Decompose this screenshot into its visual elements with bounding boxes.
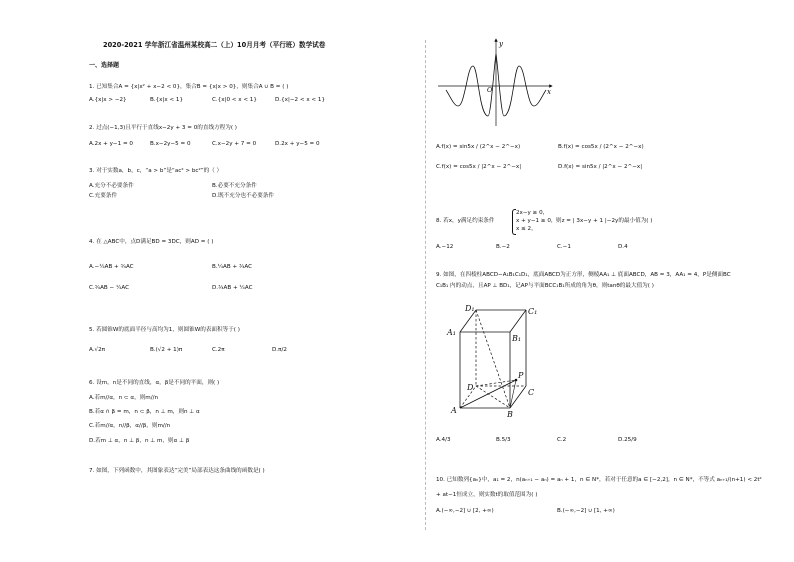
page-title: 2020-2021 学年浙江省温州某校高二（上）10月月考（平行班）数学试卷 (103, 41, 326, 49)
q8-stem-b: 则z = | 3x−y + 1 |−2y的最小值为( ) (556, 218, 653, 224)
q3-option-c: C.充要条件 (89, 193, 118, 199)
q4-option-c: C.¾AB − ¼AC (89, 285, 130, 291)
q3-option-b: B.必要不充分条件 (212, 183, 257, 189)
function-graph (436, 36, 556, 128)
q10-option-a: A.(−∞,−2] ∪ [2, +∞) (436, 508, 494, 514)
q5-option-d: D.π/2 (272, 347, 287, 353)
q1-stem: 1. 已知集合A = {x|x² + x−2 < 0}，集合B = {x|x > 0}，则集合A ∪ B = ( ) (89, 84, 289, 90)
label-c: C (528, 388, 535, 397)
q10-line-2: + at−1恒成立，则实数t的取值范围为( ) (436, 492, 538, 498)
q2-stem: 2. 过点(−1,3)且平行于直线x−2y + 3 = 0的直线方程为( ) (89, 125, 237, 131)
x-label: x (547, 88, 551, 96)
q1-option-b: B.{x|x < 1} (150, 97, 184, 103)
q10-option-b: B.(−∞,−2] ∪ [1, +∞) (557, 508, 615, 514)
q6-option-d: D.若m ⊥ α，n ⊥ β，n ⊥ m，则α ⊥ β (89, 438, 190, 444)
q4-stem: 4. 在 △ABC中，点D满足BD = 3DC，则AD = ( ) (89, 239, 214, 245)
q2-option-b: B.x−2y−5 = 0 (150, 141, 191, 147)
q7-option-c: C.f(x) = cos5x / |2^x − 2^−x| (436, 164, 522, 170)
q8-option-c: C.−1 (557, 244, 571, 250)
q8-stem-a: 8. 若x，y满足约束条件 (436, 218, 495, 224)
q9-option-c: C.2 (557, 437, 567, 443)
q3-option-d: D.既不充分也不必要条件 (212, 193, 275, 199)
label-p: P (518, 371, 524, 380)
q5-option-b: B.(√2 + 1)π (150, 347, 183, 353)
q8-constraint-3: x ≤ 2， (516, 226, 537, 232)
q7-option-d: D.f(x) = sin5x / |2^x − 2^−x| (558, 164, 643, 170)
q6-option-b: B.若α ∩ β = m，n ⊂ β，n ⊥ m，则n ⊥ α (89, 409, 200, 415)
label-d1: D₁ (465, 304, 475, 313)
point-p (515, 379, 518, 382)
q9-line-2: C₁B₁ 内的动点，且AP ⊥ BD₁，记AP与平面BCC₁B₁所成的角为θ，则tanθ的最大值为( ) (436, 283, 654, 289)
q7-option-b: B.f(x) = cos5x / (2^x − 2^−x) (558, 144, 644, 150)
q1-option-c: C.{x|0 < x < 1} (212, 97, 257, 103)
origin-label: O (487, 86, 493, 94)
label-d: D (467, 383, 474, 392)
q4-option-a: A.−¼AB + ¾AC (89, 264, 134, 270)
prism-figure (440, 302, 550, 420)
q2-option-c: C.x−2y + 7 = 0 (212, 141, 257, 147)
q4-option-d: D.¾AB + ¼AC (212, 285, 253, 291)
label-b1: B₁ (512, 334, 522, 343)
column-divider (425, 40, 426, 530)
label-b: B (507, 410, 513, 419)
q6-option-c: C.若m//α，n//β，α//β，则m//n (89, 423, 171, 429)
q1-option-d: D.{x|−2 < x < 1} (275, 97, 325, 103)
section-heading: 一、选择题 (89, 62, 120, 69)
q3-option-a: A.充分不必要条件 (89, 183, 134, 189)
q4-option-b: B.¼AB + ¾AC (212, 264, 253, 270)
q6-stem: 6. 设m，n是不同的直线，α，β是不同的平面，则( ) (89, 380, 220, 386)
q8-option-a: A.−12 (436, 244, 454, 250)
q8-option-d: D.4 (618, 244, 628, 250)
q9-option-a: A.4/3 (436, 437, 451, 443)
q5-stem: 5. 若圆锥W的底面半径与高均为1，则圆锥W的表面积等于( ) (89, 327, 240, 333)
q2-option-a: A.2x + y−1 = 0 (89, 141, 133, 147)
q7-option-a: A.f(x) = sin5x / (2^x − 2^−x) (436, 144, 521, 150)
y-label: y (499, 40, 503, 48)
q8-constraint-2: x + y−1 ≥ 0， (516, 218, 557, 224)
q9-line-1: 9. 如图，在四棱柱ABCD−A₁B₁C₁D₁，底面ABCD为正方形，侧棱AA₁ ⊥ 底面ABCD，AB = 3，AA₁ = 4，P是侧面BC (436, 272, 731, 278)
q5-option-a: A.√2π (89, 347, 105, 353)
q6-option-a: A.若m//α，n ⊂ α，则m//n (89, 395, 159, 401)
q8-option-b: B.−2 (496, 244, 510, 250)
q5-option-c: C.2π (212, 347, 225, 353)
q9-option-d: D.25/9 (618, 437, 637, 443)
q3-stem: 3. 对于实数a，b，c，“a > b”是“ac² > bc²”的（ ） (89, 168, 223, 174)
q10-line-1: 10. 已知数列{aₙ}中，a₁ = 2，n(aₙ₊₁ − aₙ) = aₙ + 1，n ∈ N*，若对于任意的a ∈ [−2,2]，n ∈ N*，不等式 aₙ₊₁/(n+1) < 2t² (436, 477, 762, 483)
q7-stem: 7. 如图，下列函数中，其图象表达“完美”局部表达这条曲线的函数是( ) (89, 468, 265, 474)
q9-option-b: B.5/3 (496, 437, 511, 443)
label-c1: C₁ (528, 307, 538, 316)
label-a: A (451, 406, 457, 415)
q8-constraint-1: 2x−y ≥ 0， (516, 210, 549, 216)
label-a1: A₁ (447, 328, 456, 337)
q2-option-d: D.2x + y−5 = 0 (275, 141, 320, 147)
q1-option-a: A.{x|x > −2} (89, 97, 127, 103)
